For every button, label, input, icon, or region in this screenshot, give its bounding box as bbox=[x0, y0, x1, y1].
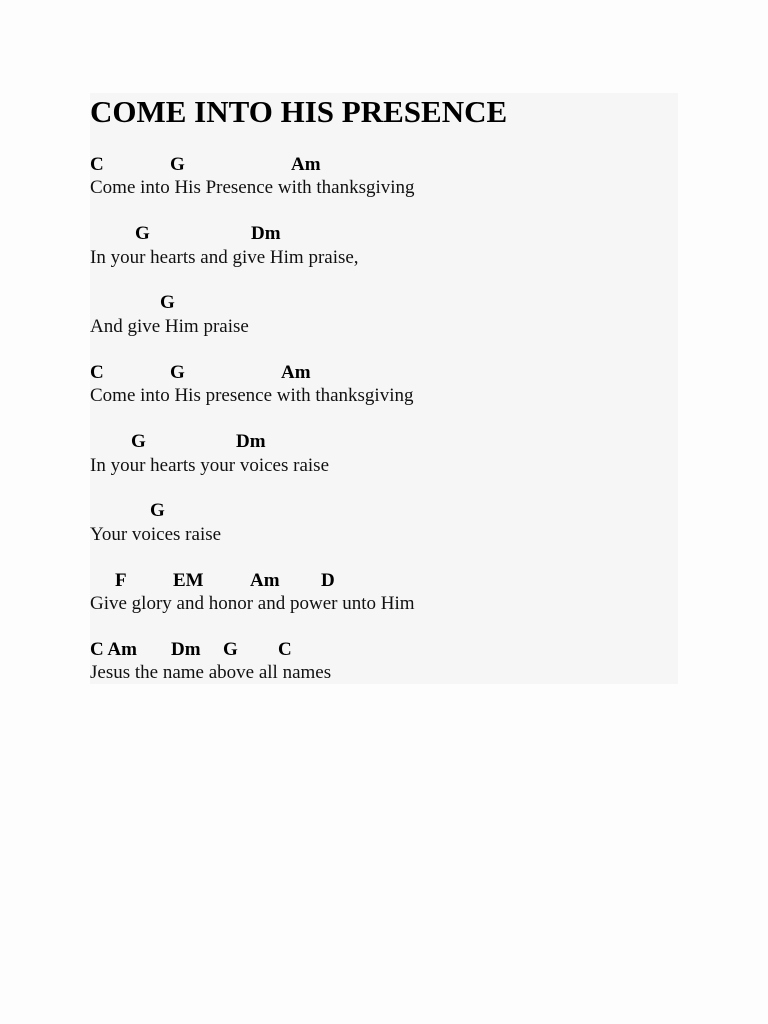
lyric-line: Give glory and honor and power unto Him bbox=[90, 593, 415, 614]
lyric-line: Come into His presence with thanksgiving bbox=[90, 385, 414, 406]
lyric-line: Come into His Presence with thanksgiving bbox=[90, 177, 415, 198]
lyric-line: In your hearts and give Him praise, bbox=[90, 247, 359, 268]
chord: D bbox=[321, 570, 335, 591]
chord: C Am bbox=[90, 639, 137, 660]
chord: G bbox=[170, 154, 185, 175]
chord: Am bbox=[250, 570, 280, 591]
chord: Dm bbox=[251, 223, 281, 244]
chord: G bbox=[135, 223, 150, 244]
chord: EM bbox=[173, 570, 204, 591]
chord: G bbox=[131, 431, 146, 452]
lyric-line: In your hearts your voices raise bbox=[90, 455, 330, 476]
song-title: COME INTO HIS PRESENCE bbox=[90, 94, 508, 129]
chord: C bbox=[90, 362, 104, 383]
chord: Am bbox=[281, 362, 311, 383]
chord: Dm bbox=[171, 639, 201, 660]
chord: G bbox=[170, 362, 185, 383]
chord: G bbox=[150, 500, 165, 521]
chord: F bbox=[115, 570, 127, 591]
chord: Dm bbox=[236, 431, 266, 452]
chord: C bbox=[278, 639, 292, 660]
lyric-line: Jesus the name above all names bbox=[90, 662, 332, 683]
lyric-line: Your voices raise bbox=[90, 524, 222, 545]
chord: Am bbox=[291, 154, 321, 175]
chord: G bbox=[223, 639, 238, 660]
chord: C bbox=[90, 154, 104, 175]
lyric-line: And give Him praise bbox=[90, 316, 249, 337]
song-sheet bbox=[90, 93, 678, 684]
chord: G bbox=[160, 292, 175, 313]
